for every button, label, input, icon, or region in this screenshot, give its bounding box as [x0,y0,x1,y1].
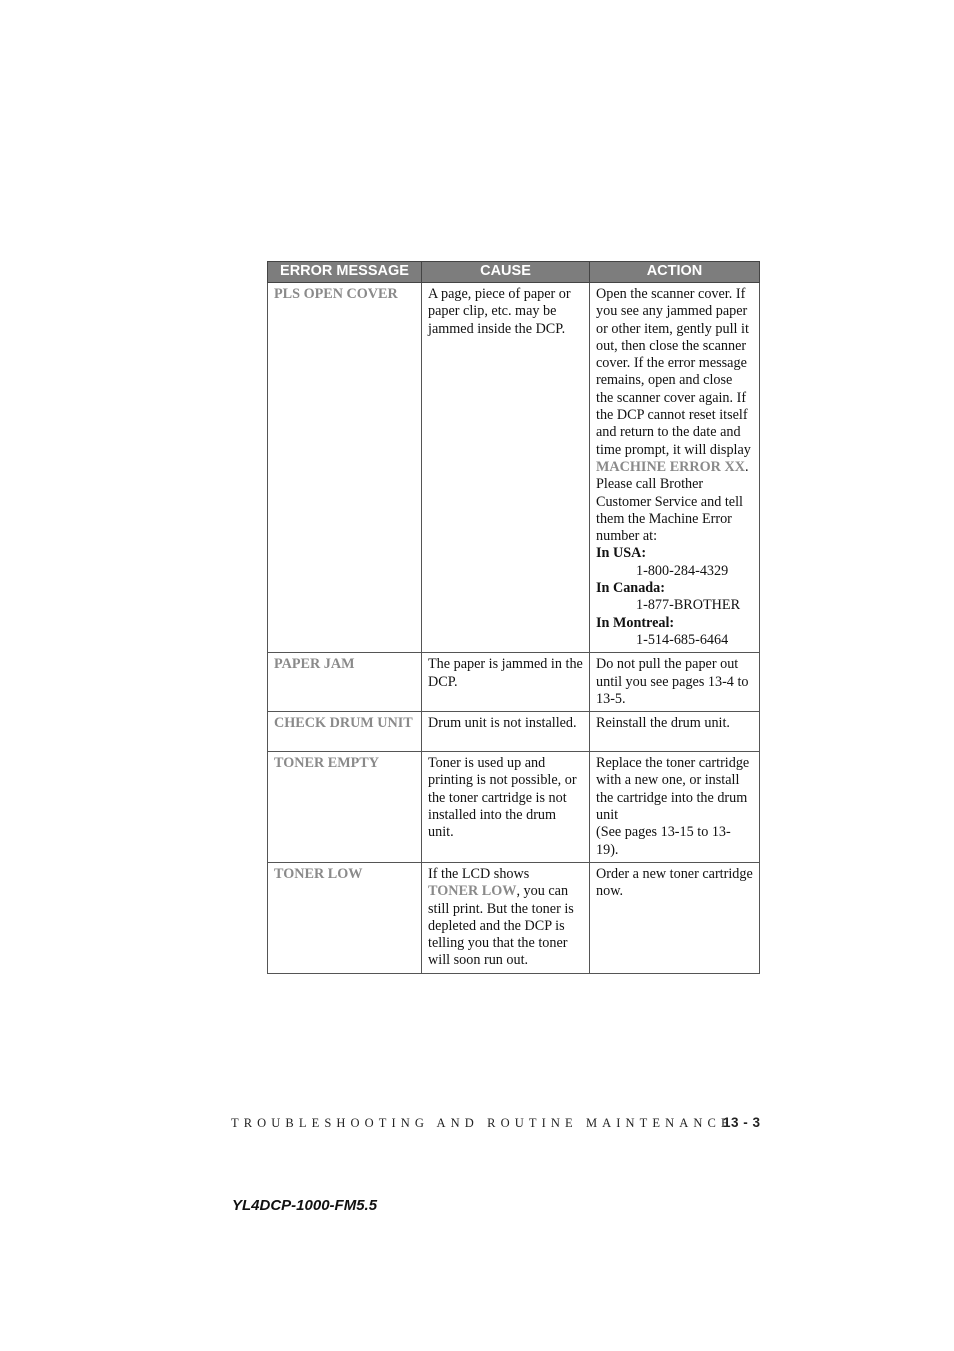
document-id: YL4DCP-1000-FM5.5 [232,1197,378,1214]
header-action: ACTION [590,262,760,283]
action-text: Open the scanner cover. If you see any jammed paper or other item, gently pull it out, then close the scanner cover. If the error message remains, open and close the scanner cover again. If the DCP cannot reset itself and return to the date and time prompt, it will display [596,286,751,458]
error-message-cell [268,862,422,973]
cause-cell [422,862,590,973]
table-header-row [268,262,760,283]
action-text: Replace the toner cartridge with a new one, or install the cartridge into the drum unit [596,755,750,824]
contact-number-canada: 1-877-BROTHER [636,597,741,614]
cause-text: If the LCD shows [428,865,530,882]
contact-label-usa: In USA: [596,545,647,562]
table-row [268,752,760,863]
error-message-cell [268,653,422,712]
contact-label-montreal: In Montreal: [596,614,675,631]
action-cell: Order a new toner cartridge now. [590,862,760,973]
table-row [268,653,760,712]
error-message: PLS OPEN COVER [274,286,398,302]
error-message: CHECK DRUM UNIT [274,715,413,732]
error-message: TONER EMPTY [274,755,379,772]
header-error-message: ERROR MESSAGE [268,262,422,283]
contact-number-montreal: 1-514-685-6464 [636,631,729,648]
error-message: PAPER JAM [274,656,355,673]
table-row [268,862,760,973]
footer-page-number: 13 - 3 [723,1115,761,1130]
action-cell: Do not pull the paper out until you see pages 13-4 to 13-5. [590,653,760,712]
cause-cell: Toner is used up and printing is not possible, or the toner cartridge is not installed into the drum unit. [422,752,590,863]
cause-cell: A page, piece of paper or paper clip, etc. may be jammed inside the DCP. [422,283,590,653]
action-cell [590,283,760,653]
cause-cell: The paper is jammed in the DCP. [422,653,590,712]
table-row [268,283,760,653]
cause-text-cont: , you can still print. But the toner is depleted and the DCP is telling you that the toner will soon run out. [428,883,574,969]
header-cause: CAUSE [422,262,590,283]
action-cell [590,752,760,863]
action-highlight: MACHINE ERROR XX [596,458,745,475]
cause-highlight: TONER LOW [428,883,517,900]
error-message: TONER LOW [274,865,363,882]
table-row [268,712,760,752]
error-message-table [267,261,760,974]
action-text-cont: . Please call Brother Customer Service and tell them the Machine Error number at: [596,458,749,545]
error-message-cell [268,712,422,752]
action-cell: Reinstall the drum unit. [590,712,760,752]
contact-number-usa: 1-800-284-4329 [636,562,729,579]
error-message-cell [268,283,422,653]
cause-cell: Drum unit is not installed. [422,712,590,752]
action-note: (See pages 13-15 to 13-19). [596,824,731,858]
error-message-cell [268,752,422,863]
footer-chapter-title: TROUBLESHOOTING AND ROUTINE MAINTENANCE [231,1116,734,1130]
contact-label-canada: In Canada: [596,580,665,597]
